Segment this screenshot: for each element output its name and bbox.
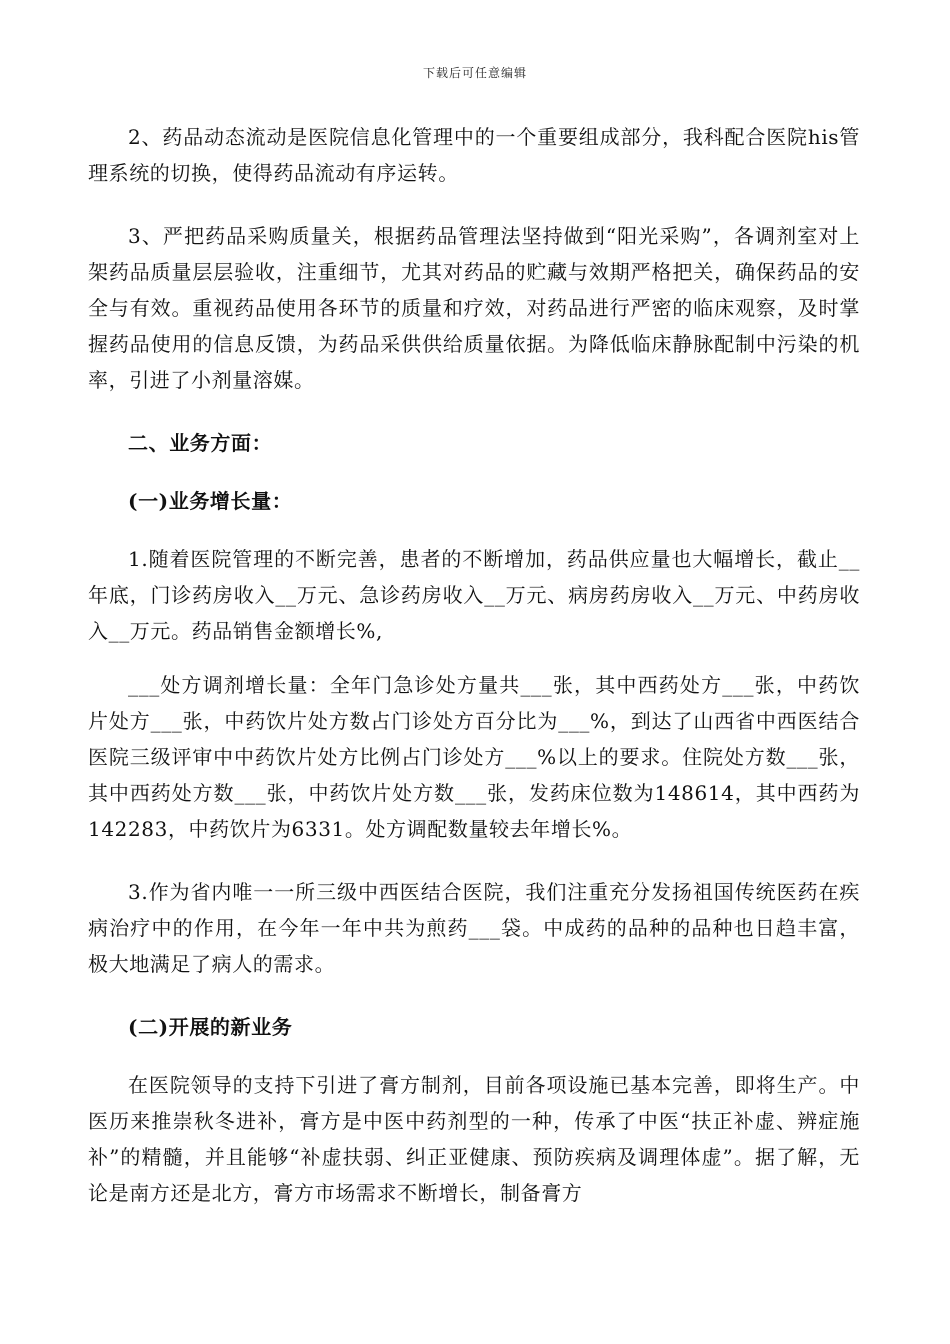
header-note: 下载后可任意编辑 bbox=[422, 66, 527, 80]
subsection-heading-growth: (一)业务增长量： bbox=[128, 489, 293, 513]
paragraph-paste-formula: 在医院领导的支持下引进了膏方制剂，目前各项设施已基本完善，即将生产。中医历来推崇秋冬进补，膏方是中医中药剂型的一种，传承了中医“扶正补虚、辨症施补”的精髓，并且能够“补虚扶弱、纠正亚健康、预防疾病及调理体虚”。据了解，无论是南方还是北方，膏方市场需求不断增长，制备膏方 bbox=[88, 1073, 860, 1205]
paragraph-procurement-quality: 3、严把药品采购质量关，根据药品管理法坚持做到“阳光采购”，各调剂室对上架药品质量层层验收，注重细节，尤其对药品的贮藏与效期严格把关，确保药品的安全与有效。重视药品使用各环节的质量和疗效，对药品进行严密的临床观察，及时掌握药品使用的信息反馈，为药品采供供给质量依据。为降低临床静脉配制中污染的机率，引进了小剂量溶媒。 bbox=[88, 224, 860, 392]
paragraph-drug-flow: 2、药品动态流动是医院信息化管理中的一个重要组成部分，我科配合医院his管理系统的切换，使得药品流动有序运转。 bbox=[88, 125, 860, 185]
paragraph-traditional-medicine: 3.作为省内唯一一所三级中西医结合医院，我们注重充分发扬祖国传统医药在疾病治疗中的作用，在今年一年中共为煎药___袋。中成药的品种的品种也日趋丰富，极大地满足了病人的需求。 bbox=[88, 880, 860, 976]
section-heading-business: 二、业务方面： bbox=[128, 431, 273, 455]
paragraph-supply-growth: 1.随着医院管理的不断完善，患者的不断增加，药品供应量也大幅增长，截止__年底，门诊药房收入__万元、急诊药房收入__万元、病房药房收入__万元、中药房收入__万元。药品销售金额增长%, bbox=[88, 547, 860, 643]
document-body bbox=[88, 119, 860, 1211]
paragraph-prescription-growth: ___处方调剂增长量：全年门急诊处方量共___张，其中西药处方___张，中药饮片处方___张，中药饮片处方数占门诊处方百分比为___%，到达了山西省中西医结合医院三级评审中中药饮片处方比例占门诊处方___%以上的要求。住院处方数___张，其中西药处方数___张，中药饮片处方数___张，发药床位数为148614，其中西药为142283，中药饮片为6331。处方调配数量较去年增长%。 bbox=[88, 673, 860, 841]
subsection-heading-new-business: (二)开展的新业务 bbox=[128, 1015, 293, 1039]
